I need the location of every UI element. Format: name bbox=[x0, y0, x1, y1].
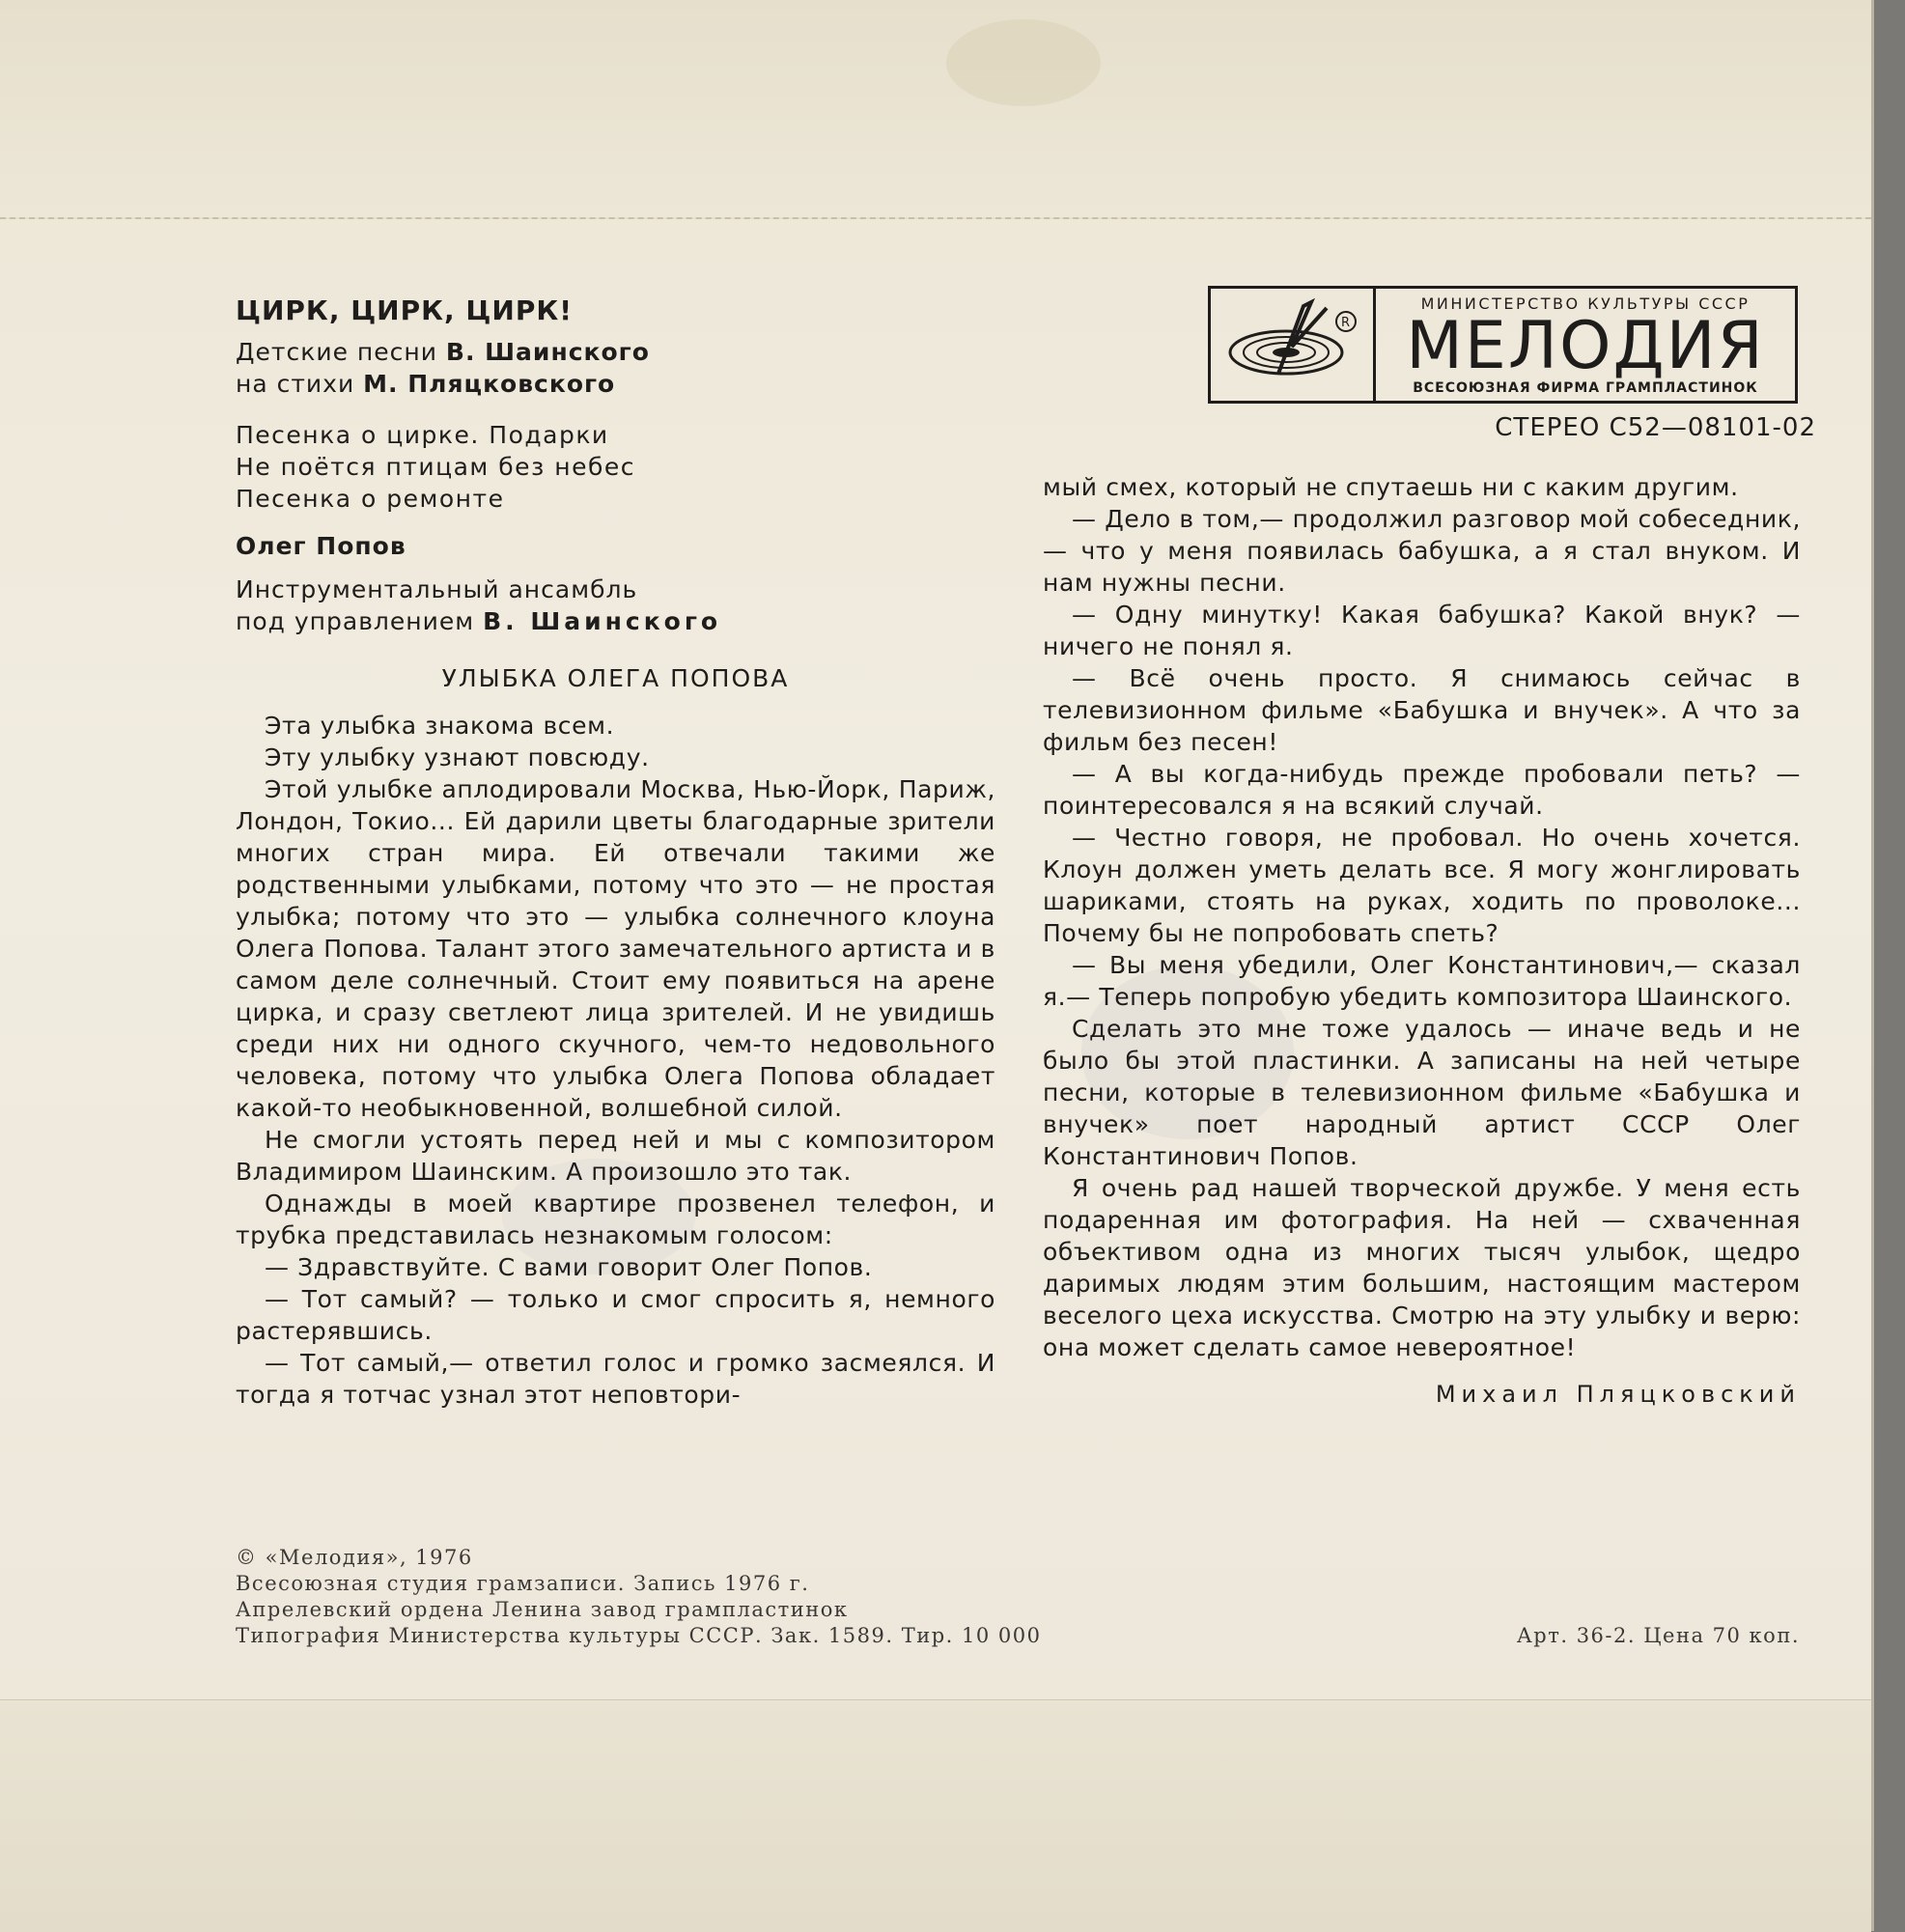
album-title: ЦИРК, ЦИРК, ЦИРК! bbox=[236, 294, 573, 326]
melodiya-vinyl-emblem-icon bbox=[1211, 289, 1376, 401]
track-item: Не поётся птицам без небес bbox=[236, 453, 636, 481]
imprint-footer bbox=[236, 1545, 1800, 1649]
article-paragraph: Эту улыбку узнают повсюду. bbox=[265, 743, 650, 771]
article-paragraph: — Одну минутку! Какая бабушка? Какой внук? — ничего не понял я. bbox=[1043, 601, 1801, 660]
logo-brand: МЕЛОДИЯ bbox=[1406, 307, 1765, 384]
article-paragraph: Эта улыбка знакома всем. bbox=[265, 712, 615, 740]
article-title: УЛЫБКА ОЛЕГА ПОПОВА bbox=[441, 664, 790, 692]
logo-ministry: МИНИСТЕРСТВО КУЛЬТУРЫ СССР bbox=[1420, 294, 1751, 313]
lyricist-prefix: на стихи bbox=[236, 370, 355, 398]
studio-line: Всесоюзная студия грамзаписи. Запись 1976 г. bbox=[236, 1572, 810, 1595]
track-item: Песенка о ремонте bbox=[236, 485, 505, 513]
plant-line: Апрелевский ордена Ленина завод грампластинок bbox=[236, 1598, 849, 1621]
right-column bbox=[1043, 471, 1801, 1408]
left-column bbox=[236, 294, 995, 1411]
logo-subtitle: ВСЕСОЮЗНАЯ ФИРМА ГРАМПЛАСТИНОК bbox=[1413, 379, 1758, 396]
lyricist-name: М. Пляцковского bbox=[363, 370, 616, 398]
registered-mark: R bbox=[1341, 316, 1351, 330]
paper-stain bbox=[946, 19, 1101, 106]
ensemble-line: Инструментальный ансамбль bbox=[236, 575, 638, 603]
track-item: Песенка о цирке. Подарки bbox=[236, 421, 609, 449]
article-paragraph: Я очень рад нашей творческой дружбе. У меня есть подаренная им фотография. На ней — схваченная объективом одна из многих тысяч улыбок, щедро даримых людям этим большим, настоящим мастером веселого цеха искусства. Смотрю на эту улыбку и верю: она может сделать самое невероятное! bbox=[1043, 1174, 1801, 1361]
sleeve-bottom-flap bbox=[0, 1699, 1871, 1932]
article-paragraph: — Честно говоря, не пробовал. Но очень хочется. Клоун должен уметь делать все. Я могу жонглировать шариками, стоять на руках, ходить по проволоке... Почему бы не попробовать спеть? bbox=[1043, 824, 1801, 947]
article-paragraph: — Тот самый? — только и смог спросить я, немного растерявшись. bbox=[236, 1285, 995, 1345]
performer-name: Олег Попов bbox=[236, 532, 406, 560]
printing-line: Типография Министерства культуры СССР. Зак. 1589. Тир. 10 000 bbox=[236, 1624, 1042, 1647]
article-paragraph: — Дело в том,— продолжил разговор мой собеседник,— что у меня появилась бабушка, а я стал внуком. И нам нужны песни. bbox=[1043, 505, 1801, 597]
composer-credit bbox=[236, 336, 995, 368]
track-list bbox=[236, 419, 995, 515]
article-paragraph: — Тот самый,— ответил голос и громко засмеялся. И тогда я тотчас узнал этот неповтори- bbox=[236, 1349, 995, 1409]
article-paragraph: Сделать это мне тоже удалось — иначе ведь и не было бы этой пластинки. А записаны на ней четыре песни, которые в телевизионном фильме «Бабушка и внучек» поет народный артист СССР Олег Константинович Попов. bbox=[1043, 1015, 1801, 1170]
sleeve-top-flap bbox=[0, 0, 1871, 219]
article-paragraph: — Вы меня убедили, Олег Константинович,— сказал я.— Теперь попробую убедить композитора Шаинского. bbox=[1043, 951, 1801, 1011]
article-paragraph: мый смех, который не спутаешь ни с каким другим. bbox=[1043, 473, 1739, 501]
logo-text bbox=[1376, 289, 1795, 401]
article-paragraph: Этой улыбке аплодировали Москва, Нью-Йорк, Париж, Лондон, Токио... Ей дарили цветы благодарные зрители многих стран мира. Ей отвечали такими же родственными улыбками, потому что это — не простая улыбка; потому что это — улыбка солнечного клоуна Олега Попова. Талант этого замечательного артиста и в самом деле солнечный. Стоит ему появиться на арене цирка, и сразу светлеют лица зрителей. И не увидишь среди них ни одного скучного, чем-то недовольного человека, потому что улыбка Олега Попова обладает какой-то необыкновенной, волшебной силой. bbox=[236, 775, 995, 1122]
lyricist-credit bbox=[236, 368, 995, 400]
price-line: Арт. 36-2. Цена 70 коп. bbox=[1516, 1624, 1800, 1647]
ensemble-credit bbox=[236, 574, 995, 637]
article-paragraph: — А вы когда-нибудь прежде пробовали петь? — поинтересовался я на всякий случай. bbox=[1043, 760, 1801, 820]
catalog-number: СТЕРЕО С52—08101-02 bbox=[1495, 413, 1816, 442]
copyright-line: © «Мелодия», 1976 bbox=[236, 1546, 473, 1569]
conductor-prefix: под управлением bbox=[236, 607, 475, 635]
author-signature: Михаил Пляцковский bbox=[1435, 1381, 1801, 1408]
conductor-line bbox=[236, 605, 995, 637]
conductor-name: В. Шаинского bbox=[483, 607, 722, 635]
article-paragraph: Не смогли устоять перед ней и мы с композитором Владимиром Шаинским. А произошло это так. bbox=[236, 1126, 995, 1186]
article-paragraph: — Всё очень просто. Я снимаюсь сейчас в телевизионном фильме «Бабушка и внучек». А что за фильм без песен! bbox=[1043, 664, 1801, 756]
composer-name: В. Шаинского bbox=[445, 338, 650, 366]
article-paragraph: — Здравствуйте. С вами говорит Олег Попов. bbox=[265, 1253, 873, 1281]
composer-prefix: Детские песни bbox=[236, 338, 437, 366]
melodiya-logo bbox=[1208, 286, 1798, 404]
article-paragraph: Однажды в моей квартире прозвенел телефон, и трубка представилась незнакомым голосом: bbox=[236, 1190, 995, 1249]
